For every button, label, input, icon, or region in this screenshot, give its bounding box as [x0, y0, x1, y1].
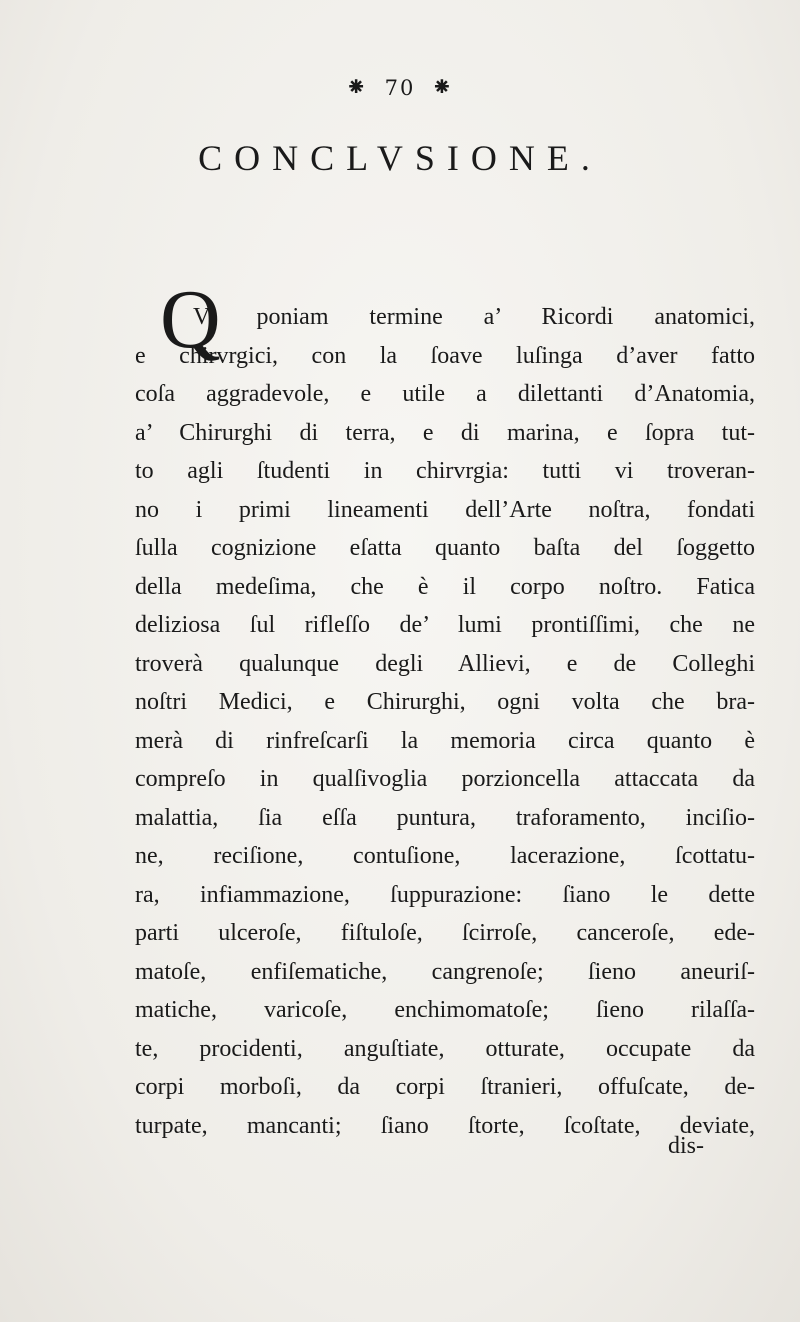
text-line: e chirvrgici, con la ſoave luſinga d’aver fatto [135, 342, 755, 369]
body-text [135, 298, 755, 1145]
text-line: matoſe, enfiſematiche, cangrenoſe; ſieno aneuriſ- [135, 958, 755, 985]
ornament-left-icon: ⁕ [345, 72, 369, 103]
text-line: to agli ſtudenti in chirvrgia: tutti vi troveran- [135, 458, 755, 484]
text-line: ra, infiammazione, ſuppurazione: ſiano le dette [135, 881, 755, 908]
page-header [0, 72, 800, 103]
text-line: no i primi lineamenti dell’Arte noſtra, fondati [135, 496, 755, 523]
text-line: parti ulceroſe, fiſtuloſe, ſcirroſe, canceroſe, ede- [135, 920, 755, 946]
page-number: 70 [384, 75, 416, 100]
text-line: merà di rinfreſcarſi la memoria circa quanto è [135, 727, 755, 754]
text-line: troverà qualunque degli Allievi, e de Colleghi [135, 650, 755, 677]
text-line: compreſo in qualſivoglia porzioncella attaccata da [135, 766, 755, 792]
text-line: a’ Chirurghi di terra, e di marina, e ſopra tut- [135, 419, 755, 446]
text-line: della medeſima, che è il corpo noſtro. Fatica [135, 573, 755, 600]
catchword: dis- [668, 1133, 704, 1159]
text-line: turpate, mancanti; ſiano ſtorte, ſcoſtate, deviate, [135, 1112, 755, 1139]
text-line: ſulla cognizione eſatta quanto baſta del ſoggetto [135, 535, 755, 561]
text-line: noſtri Medici, e Chirurghi, ogni volta che bra- [135, 689, 755, 715]
text-line: deliziosa ſul rifleſſo de’ lumi prontiſſimi, che ne [135, 612, 755, 638]
text-line: Vi poniam termine a’ Ricordi anatomici, [193, 304, 755, 330]
drop-cap: Q [160, 273, 221, 366]
text-line: coſa aggradevole, e utile a dilettanti d’Anatomia, [135, 381, 755, 407]
chapter-title: CONCLVSIONE. [198, 138, 602, 178]
text-line: malattia, ſia eſſa puntura, traforamento, inciſio- [135, 804, 755, 831]
text-line: corpi morboſi, da corpi ſtranieri, offuſcate, de- [135, 1074, 755, 1100]
text-line: ne, reciſione, contuſione, lacerazione, ſcottatu- [135, 843, 755, 869]
ornament-right-icon: ⁕ [431, 72, 455, 103]
text-line: te, procidenti, anguſtiate, otturate, occupate da [135, 1035, 755, 1062]
text-line: matiche, varicoſe, enchimomatoſe; ſieno rilaſſa- [135, 997, 755, 1023]
